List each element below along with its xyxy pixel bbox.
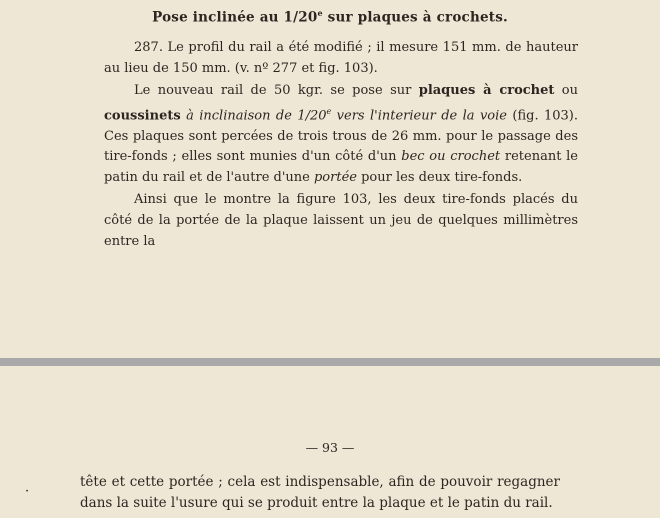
margin-mark: · [25, 484, 30, 499]
paragraph-tire-fonds: Ainsi que le montre la figure 103, les deux tire-fonds placés du côté de la portée de la plaque laissent un jeu de quelques millimètres entre la [104, 192, 578, 249]
page-number: — 93 — [305, 440, 355, 455]
continuation-text: tête et cette portée ; cela est indispensable, afin de pouvoir regagner dans la suite l'usure qui se produit entre la plaque et le patin du rail. [80, 474, 560, 511]
body-text [104, 38, 578, 252]
paragraph-rail-50kg: Le nouveau rail de 50 kgr. se pose sur plaques à crochet ou coussinets à inclinaison de 1/20e vers l'interieur de la voie (fig. 103). Ces plaques sont percées de trois trous de 26 mm. pour le passage des tire-fonds ; elles sont munies d'un côté d'un bec ou crochet retenant le patin du rail et de l'autre d'une portée pour les deux tire-fonds. [104, 83, 579, 185]
page-divider [0, 358, 660, 366]
paragraph-287: 287. Le profil du rail a été modifié ; il mesure 151 mm. de hauteur au lieu de 150 mm. (v. nº 277 et fig. 103). [104, 40, 578, 76]
section-heading: Pose inclinée au 1/20e sur plaques à crochets. [152, 8, 508, 26]
